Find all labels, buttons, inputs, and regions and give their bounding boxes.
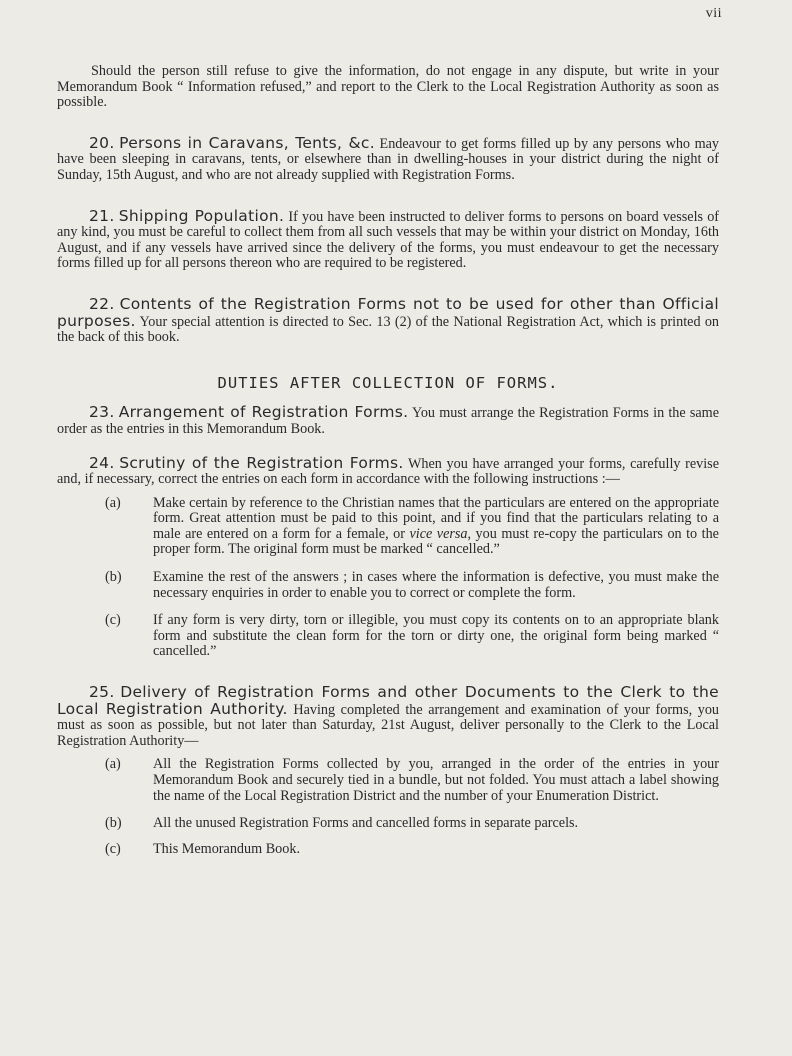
list-item-text: Make certain by reference to the Christian names that the particulars are entered on the appropriate form. Great attention must be paid to this point, and if you find that the particulars relating to a male are entered on a form for a female, or <box>153 494 719 542</box>
list-marker: (c) <box>105 840 121 857</box>
section-21 <box>57 206 720 272</box>
section-25-body: Having completed the arrangement and examination of your forms, you must as soon as possible, but not later than Saturday, 21st August, deliver personally to the Clerk to the Local Registration Authority— <box>57 701 720 749</box>
section-23 <box>57 405 719 437</box>
section-24-heading: Scrutiny of the Registration Forms. <box>119 453 404 472</box>
section-22 <box>57 294 720 346</box>
list-item <box>57 842 719 858</box>
list-item <box>57 816 719 832</box>
section-21-number: 21. <box>89 206 115 225</box>
section-24-body: When you have arranged your forms, carefully revise and, if necessary, correct the entries on each form in accordance with the following instructions :— <box>57 455 719 488</box>
section-21-heading: Shipping Population. <box>118 206 285 225</box>
section-25 <box>57 685 719 857</box>
section-25-number: 25. <box>89 683 115 702</box>
section-25-list <box>57 757 719 857</box>
section-25-lead <box>57 685 719 749</box>
list-item-text: Examine the rest of the answers ; in cases where the information is defective, you must make the necessary enquiries in order to enable you to correct or complete the form. <box>153 569 719 601</box>
list-item <box>57 496 719 558</box>
section-24-number: 24. <box>89 453 115 472</box>
list-marker: (a) <box>105 756 121 773</box>
list-marker: (b) <box>105 569 122 586</box>
section-23-number: 23. <box>89 403 115 422</box>
page-content <box>57 64 719 882</box>
section-23-body: You must arrange the Registration Forms in the same order as the entries in this Memorandum Book. <box>57 405 719 437</box>
list-item-text-after: , you must re-copy the particulars on to the proper form. The original form must be marked “ cancelled.” <box>153 525 719 558</box>
section-20-heading: Persons in Caravans, Tents, &c. <box>119 133 375 152</box>
list-item-text: All the unused Registration Forms and cancelled forms in separate parcels. <box>153 815 579 832</box>
list-item <box>57 613 719 660</box>
section-22-number: 22. <box>89 294 115 313</box>
duties-title: DUTIES AFTER COLLECTION OF FORMS. <box>217 373 559 392</box>
list-item <box>57 757 719 804</box>
list-marker: (a) <box>105 494 121 511</box>
section-24-lead <box>57 453 719 488</box>
section-25-heading: Delivery of Registration Forms and other Documents to the Clerk to the Local Registration Authority. <box>57 683 720 718</box>
section-23-heading: Arrangement of Registration Forms. <box>118 403 409 422</box>
intro-paragraph: Should the person still refuse to give the information, do not engage in any dispute, but write in your Memorandum Book “ Information refused,” and report to the Clerk to the Local Registration Authority as soon as possible. <box>57 63 719 111</box>
list-marker: (c) <box>105 612 121 629</box>
section-20-number: 20. <box>89 133 115 152</box>
section-22-heading: Contents of the Registration Forms not to be used for other than Official purposes. <box>57 294 719 330</box>
list-marker: (b) <box>105 815 122 832</box>
list-item-italic: vice versa <box>409 525 468 542</box>
list-item-text: If any form is very dirty, torn or illegible, you must copy its contents on to an appropriate blank form and substitute the clean form for the torn or dirty one, the original form being marked “ cancelled.” <box>153 612 719 660</box>
page-number: vii <box>705 6 722 21</box>
list-item <box>57 570 719 601</box>
section-24 <box>57 453 719 661</box>
section-20 <box>57 133 720 184</box>
list-item-text: This Memorandum Book. <box>153 840 300 857</box>
list-item-text: All the Registration Forms collected by you, arranged in the order of the entries in your Memorandum Book and securely tied in a bundle, but not folded. You must attach a label showing the name of the Local Registration District and the number of your Enumeration District. <box>153 756 719 804</box>
section-20-body: Endeavour to get forms filled up by any persons who may have been sleeping in caravans, tents, or elsewhere than in dwelling-houses in your district during the night of Sunday, 15th August, and who are not already supplied with Registration Forms. <box>57 135 720 183</box>
section-21-body: If you have been instructed to deliver forms to persons on board vessels of any kind, you must be careful to collect them from all such vessels that may be within your district on Monday, 16th August, and if any vessels have arrived since the delivery of the forms, you must endeavour to get the necessary forms filled up for all persons thereon who are required to be registered. <box>57 208 720 272</box>
section-22-body: Your special attention is directed to Sec. 13 (2) of the National Registration Act, which is printed on the back of this book. <box>57 313 720 346</box>
section-24-list <box>57 496 719 660</box>
